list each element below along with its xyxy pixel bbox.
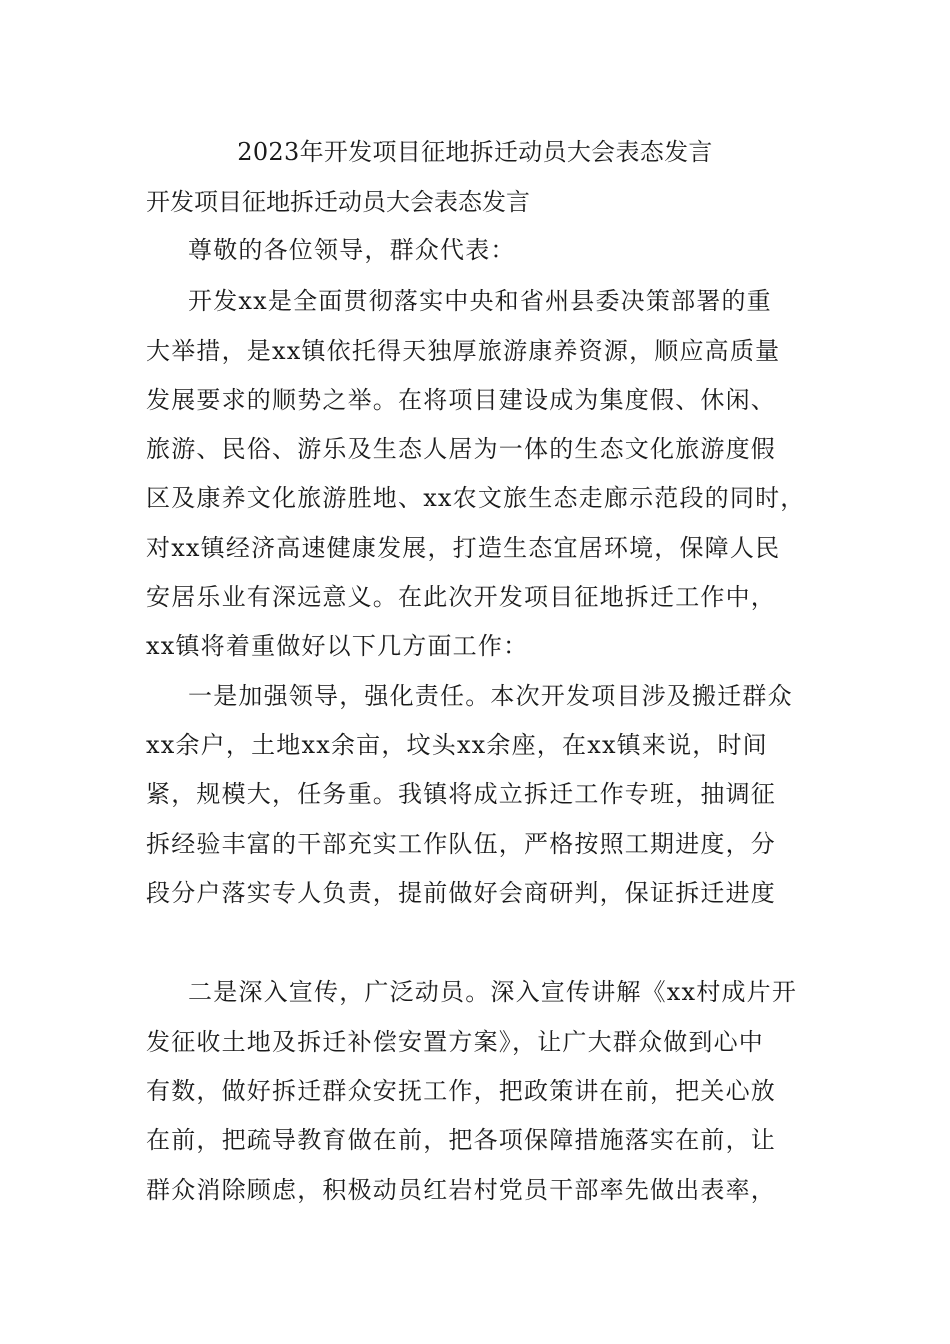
paragraph-1-line: 安居乐业有深远意义。在此次开发项目征地拆迁工作中， xyxy=(146,583,776,611)
paragraph-3-line: 在前，把疏导教育做在前，把各项保障措施落实在前，让 xyxy=(146,1126,776,1154)
paragraph-2-line: xx余户，土地xx余亩，坟头xx余座，在xx镇来说，时间 xyxy=(146,731,768,759)
paragraph-3-line: 二是深入宣传，广泛动员。深入宣传讲解《xx村成片开 xyxy=(188,978,798,1006)
paragraph-1-line: 开发xx是全面贯彻落实中央和省州县委决策部署的重 xyxy=(188,287,772,315)
paragraph-1-line: 发展要求的顺势之举。在将项目建设成为集度假、休闲、 xyxy=(146,386,776,414)
paragraph-2-line: 拆经验丰富的干部充实工作队伍，严格按照工期进度，分 xyxy=(146,830,776,858)
paragraph-3-line: 有数，做好拆迁群众安抚工作，把政策讲在前，把关心放 xyxy=(146,1077,776,1105)
document-subtitle: 开发项目征地拆迁动员大会表态发言 xyxy=(146,188,530,216)
paragraph-1-line: 旅游、民俗、游乐及生态人居为一体的生态文化旅游度假 xyxy=(146,435,776,463)
paragraph-3-line: 群众消除顾虑，积极动员红岩村党员干部率先做出表率， xyxy=(146,1176,776,1204)
paragraph-1-line: 对xx镇经济高速健康发展，打造生态宜居环境，保障人民 xyxy=(146,534,781,562)
document-title: 2023年开发项目征地拆迁动员大会表态发言 xyxy=(237,138,713,166)
paragraph-2-line: 段分户落实专人负责，提前做好会商研判，保证拆迁进度 xyxy=(146,879,776,907)
salutation: 尊敬的各位领导，群众代表： xyxy=(188,236,516,264)
paragraph-2-line: 紧，规模大，任务重。我镇将成立拆迁工作专班，抽调征 xyxy=(146,780,776,808)
paragraph-1-line: 区及康养文化旅游胜地、xx农文旅生态走廊示范段的同时， xyxy=(146,484,806,512)
paragraph-1-line: xx镇将着重做好以下几方面工作： xyxy=(146,632,529,660)
paragraph-2-line: 一是加强领导，强化责任。本次开发项目涉及搬迁群众 xyxy=(188,682,793,710)
paragraph-3-line: 发征收土地及拆迁补偿安置方案》，让广大群众做到心中 xyxy=(146,1028,764,1056)
paragraph-1-line: 大举措，是xx镇依托得天独厚旅游康养资源，顺应高质量 xyxy=(146,337,781,365)
